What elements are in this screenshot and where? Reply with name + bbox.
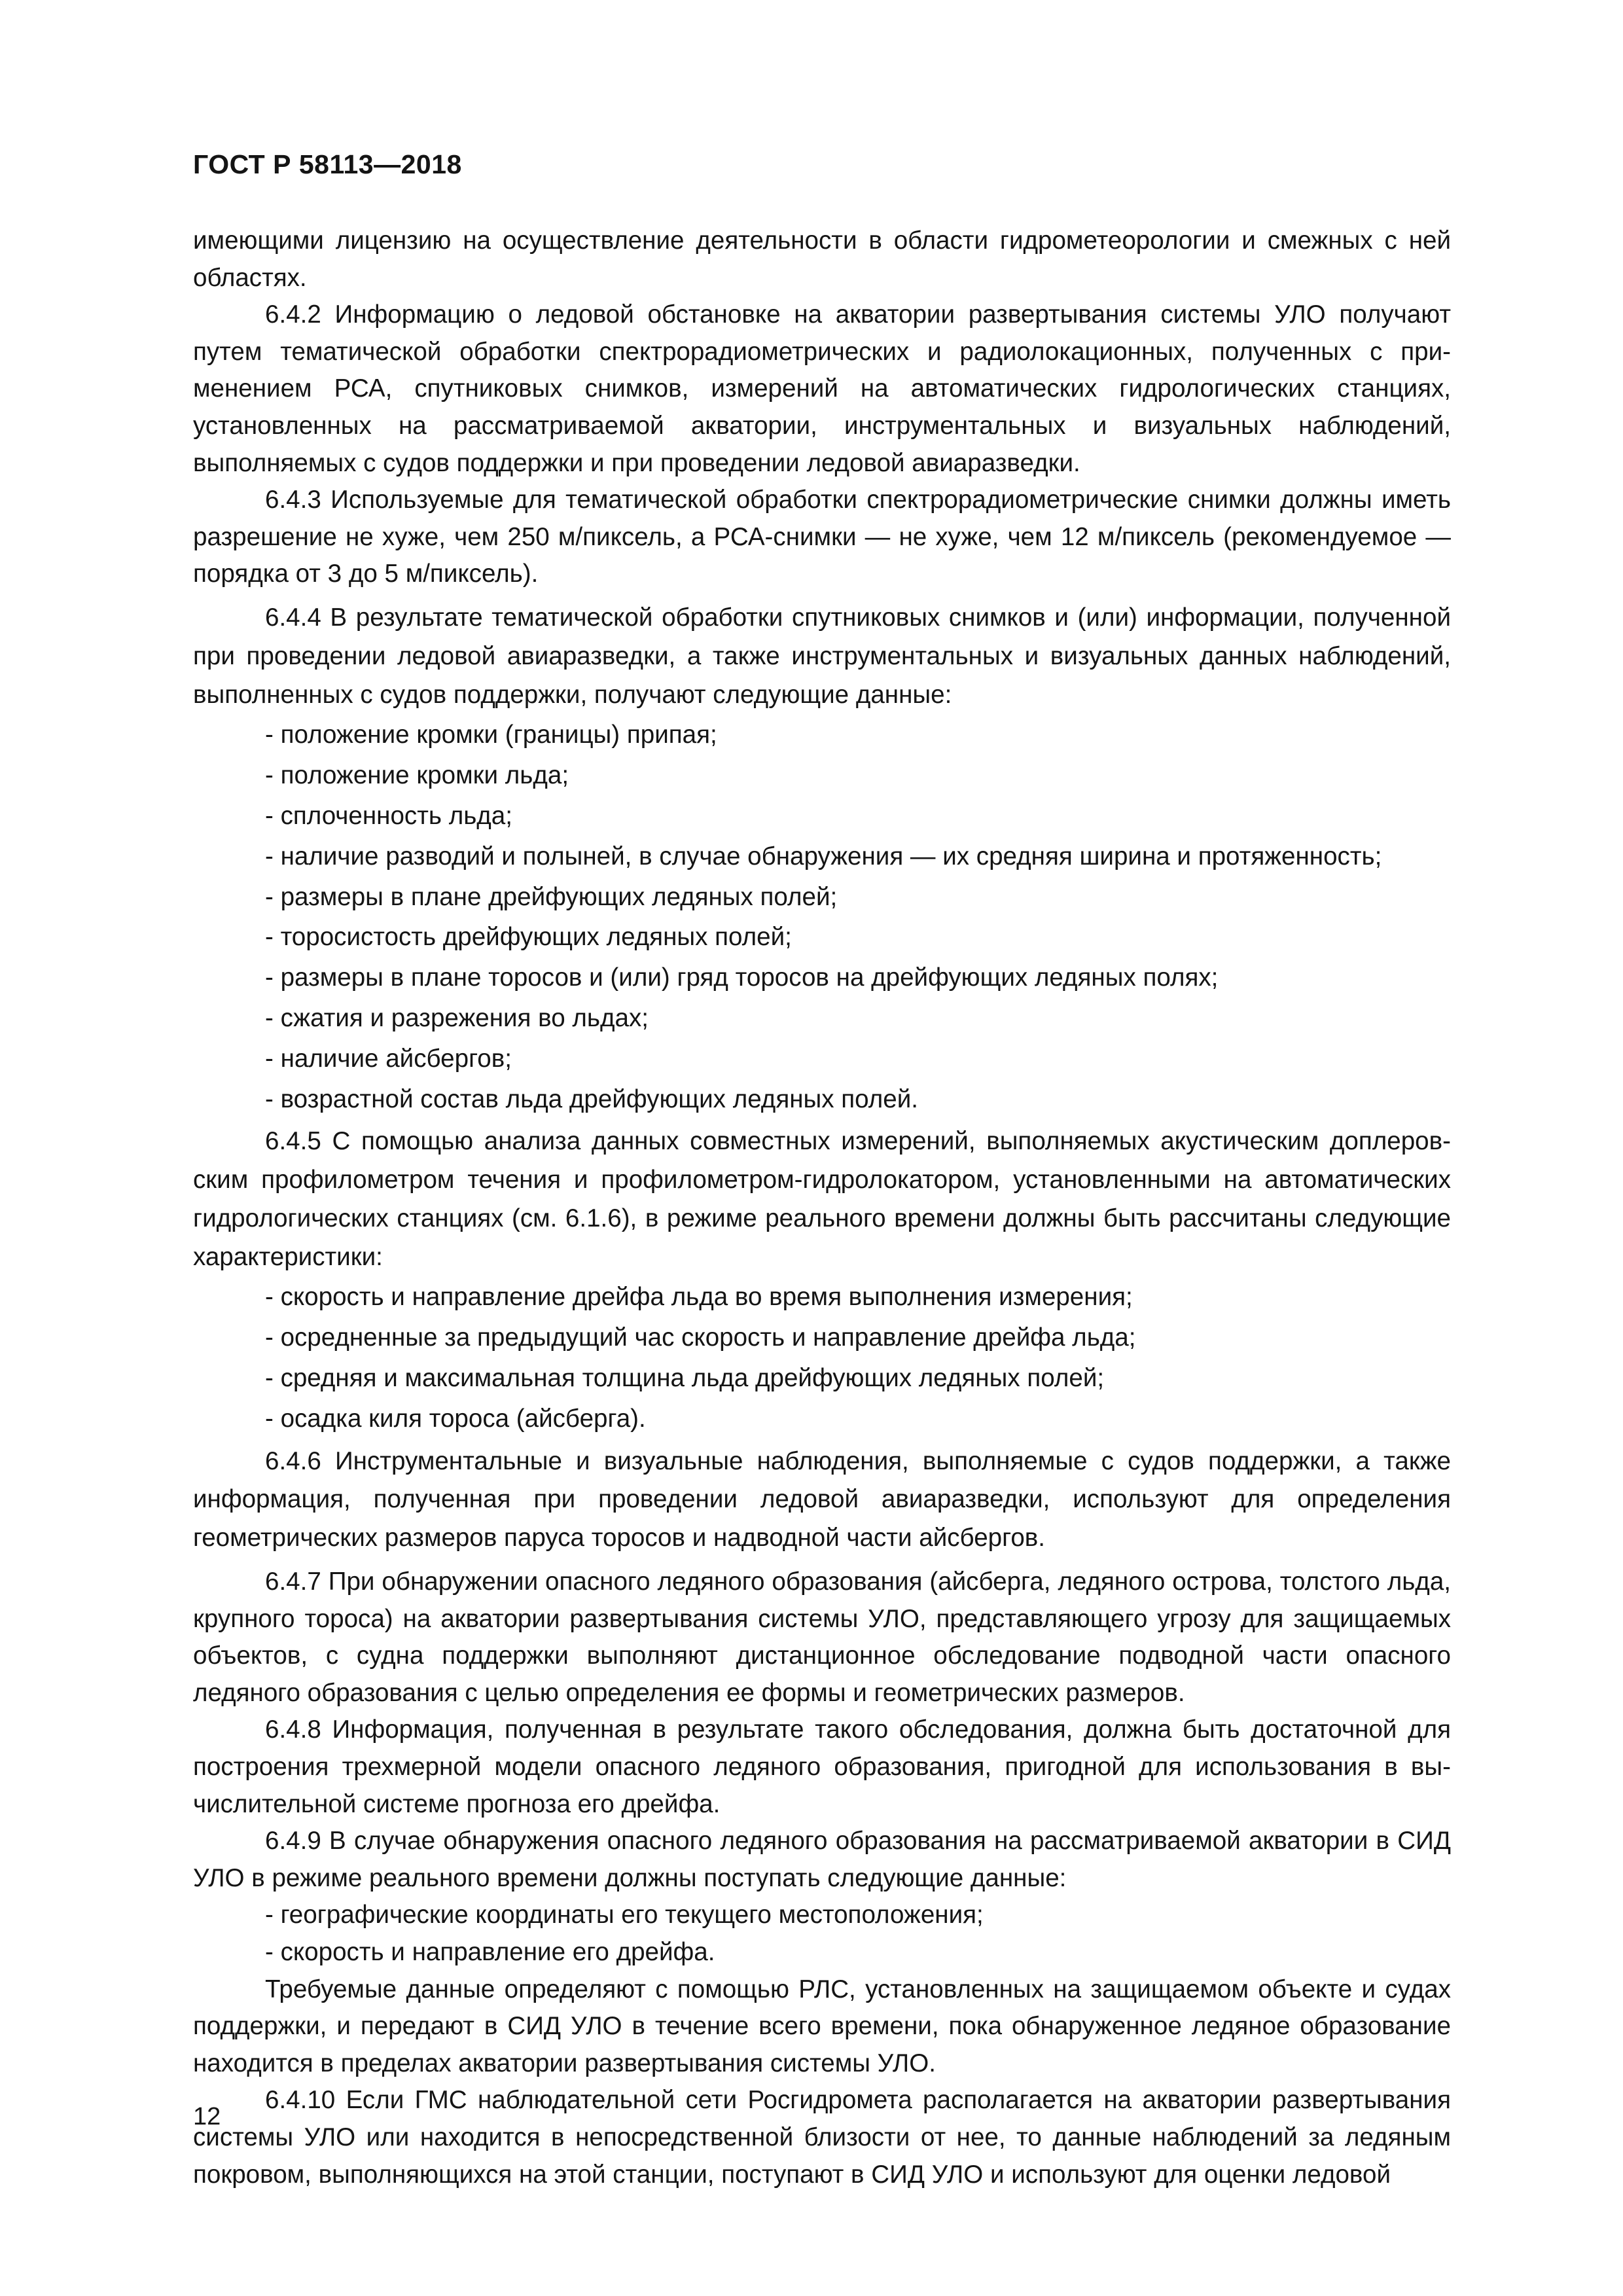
list-item: - скорость и направление дрейфа льда во время выполнения измерения; xyxy=(265,1283,1133,1312)
list-item: - средняя и максимальная толщина льда дрейфующих ледяных полей; xyxy=(265,1364,1105,1393)
paragraph-6-4-7: 6.4.7 При обнаружении опасного ледяного образования (айсберга, ледяного острова, толстого льда, крупного тороса) на акватории развертывания системы УЛО, представляющего угрозу для защищаемых объектов, с судна поддержки выполняют дистанционное обследование подводной части опасного ледяного образования с целью определения ее формы и геометрических размеров. xyxy=(193,1568,1451,1707)
list-item: - скорость и направление его дрейфа. xyxy=(265,1938,715,1966)
paragraph-6-4-2: 6.4.2 Информацию о ледовой обстановке на акватории развертывания системы УЛО получают путем тематической обработки спектрорадиометрических и радиолокационных, полученных с применением РСА, спутниковых снимков, измерений на автоматических гидрологических станциях, установленных на рассматриваемой акватории, инструментальных и визуальных наблюдений, выполняемых с судов поддержки и при проведении ледовой авиаразведки. xyxy=(193,300,1451,477)
document-header: ГОСТ Р 58113—2018 xyxy=(193,149,462,179)
section-block-3 xyxy=(193,1564,1451,2193)
list-item: - торосистость дрейфующих ледяных полей; xyxy=(265,923,792,952)
list-item: - осредненные за предыдущий час скорость и направление дрейфа льда; xyxy=(265,1323,1136,1352)
list-item: - положение кромки (границы) припая; xyxy=(265,721,717,749)
section-block-2 xyxy=(193,599,1451,1558)
list-item: - возрастной состав льда дрейфующих ледяных полей. xyxy=(265,1085,918,1113)
page-number: 12 xyxy=(193,2103,221,2130)
paragraph-6-4-6: 6.4.6 Инструментальные и визуальные наблюдения, выполняемые с судов поддержки, а также информация, полученная при проведении ледовой авиаразведки, используют для определения геометрических размеров паруса торосов и надводной части айсбергов. xyxy=(193,1446,1451,1552)
list-item: - положение кромки льда; xyxy=(265,761,569,790)
list-6-4-5 xyxy=(193,1278,1451,1438)
list-item: - наличие разводий и полыней, в случае обнаружения — их средняя ширина и протяженность; xyxy=(265,842,1382,870)
list-item: - наличие айсбергов; xyxy=(265,1044,512,1073)
list-6-4-4 xyxy=(193,716,1451,1119)
list-6-4-9 xyxy=(193,1897,1451,1971)
paragraph-6-4-5: 6.4.5 С помощью анализа данных совместных измерений, выполняемых акустическим доплеровским профилометром течения и профилометром-гидролокатором, установленными на автоматических гидрологических станциях (см. 6.1.6), в режиме реального времени должны быть рассчитаны следующие характеристики: xyxy=(193,1127,1451,1271)
paragraph-6-4-4: 6.4.4 В результате тематической обработки спутниковых снимков и (или) информации, полученной при проведении ледовой авиаразведки, а также инструментальных и визуальных данных наблюдений, выполненных с судов поддержки, получают следующие данные: xyxy=(193,603,1451,709)
section-block-1 xyxy=(193,223,1451,593)
document-body xyxy=(193,223,1451,2193)
list-item: - размеры в плане торосов и (или) гряд торосов на дрейфующих ледяных полях; xyxy=(265,963,1219,992)
list-item: - осадка киля тороса (айсберга). xyxy=(265,1404,646,1433)
list-item: - географические координаты его текущего местоположения; xyxy=(265,1901,984,1929)
paragraph-6-4-9: 6.4.9 В случае обнаружения опасного ледяного образования на рассматриваемой акватории в СИД УЛО в режиме реального времени должны поступать следующие данные: xyxy=(193,1827,1451,1892)
paragraph-6-4-8: 6.4.8 Информация, полученная в результате такого обследования, должна быть достаточной для построения трехмерной модели опасного ледяного образования, пригодной для использования в вычислительной системе прогноза его дрейфа. xyxy=(193,1715,1451,1818)
list-item: - размеры в плане дрейфующих ледяных полей; xyxy=(265,882,838,911)
paragraph-6-4-3: 6.4.3 Используемые для тематической обработки спектрорадиометрические снимки должны иметь разрешение не хуже, чем 250 м/пиксель, а РСА-снимки — не хуже, чем 12 м/пиксель (рекомендуемое — порядка от 3 до 5 м/пиксель). xyxy=(193,486,1451,588)
list-item: - сжатия и разрежения во льдах; xyxy=(265,1003,649,1032)
paragraph-6-4-9-continued: Требуемые данные определяют с помощью РЛС, установленных на защищаемом объекте и судах поддержки, и передают в СИД УЛО в течение всего времени, пока обнаруженное ледяное образование находится в пределах акватории развертывания системы УЛО. xyxy=(193,1975,1451,2077)
list-item: - сплоченность льда; xyxy=(265,801,512,830)
paragraph-6-4-10: 6.4.10 Если ГМС наблюдательной сети Росгидромета располагается на акватории развертывания системы УЛО или находится в непосредственной близости от нее, то данные наблюдений за ледяным покровом, выполняющихся на этой станции, поступают в СИД УЛО и используют для оценки ледовой xyxy=(193,2086,1451,2189)
paragraph-continuation: имеющими лицензию на осуществление деятельности в области гидрометеорологии и смежных с ней областях. xyxy=(193,226,1451,292)
